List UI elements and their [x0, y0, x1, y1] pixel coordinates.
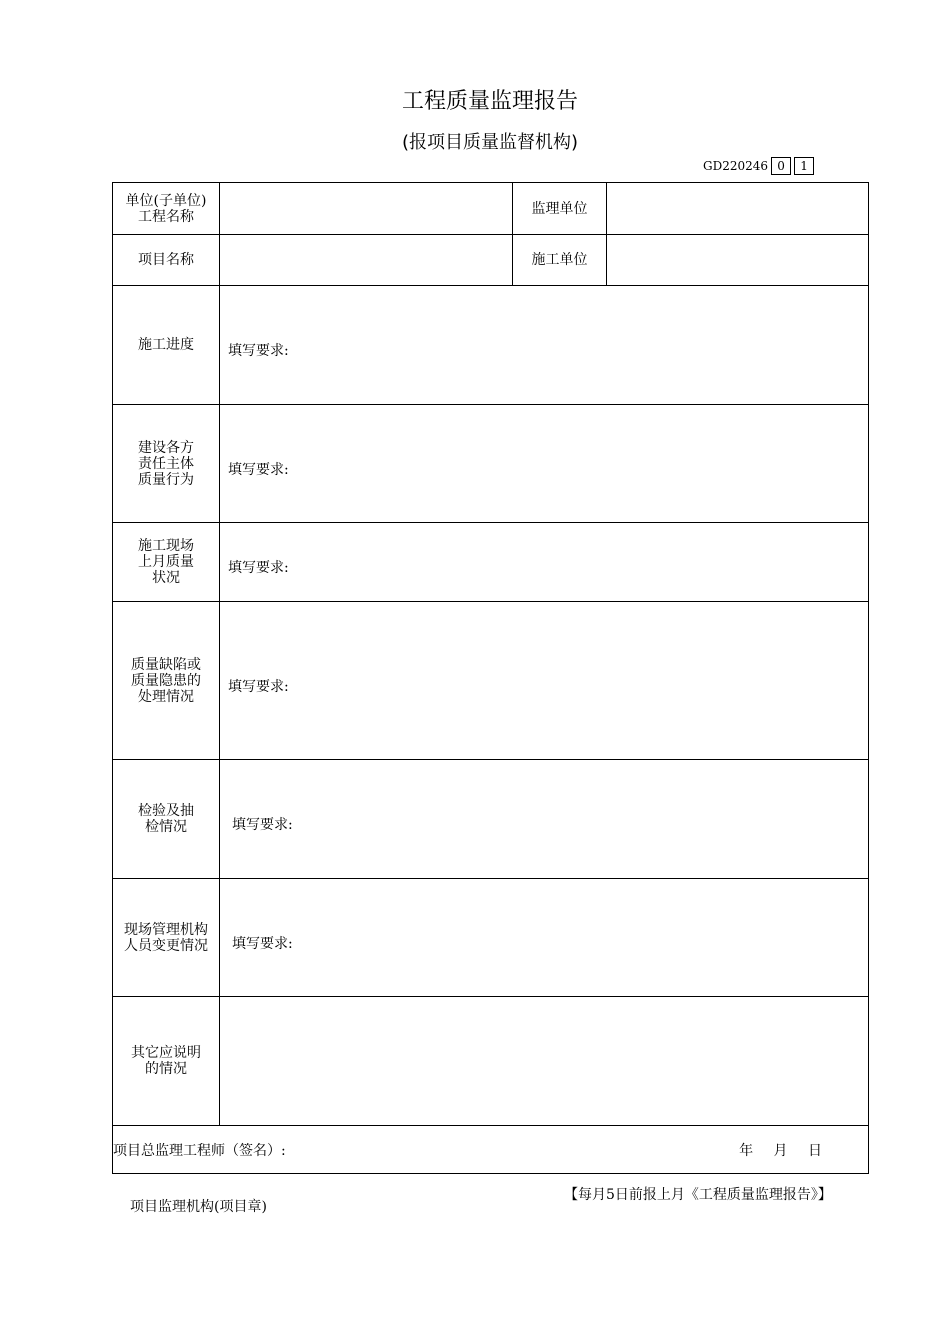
project-name-value[interactable]: [220, 235, 513, 286]
fill-requirement-text: 填写要求:: [228, 560, 289, 576]
form-row-parties: [113, 405, 869, 523]
form-code-box-2: 1: [794, 157, 814, 175]
staff-change-field[interactable]: [220, 879, 869, 997]
form-row-inspection: [113, 760, 869, 879]
progress-field[interactable]: [220, 286, 869, 405]
parties-label: 建设各方 责任主体 质量行为: [113, 405, 220, 523]
construction-unit-value[interactable]: [607, 235, 869, 286]
other-info-label: 其它应说明 的情况: [113, 997, 220, 1126]
form-row-site: [113, 523, 869, 602]
staff-change-label: 现场管理机构 人员变更情况: [113, 879, 220, 997]
inspection-label: 检验及抽 检情况: [113, 760, 220, 879]
report-form: [112, 182, 869, 1174]
inspection-field[interactable]: [220, 760, 869, 879]
unit-project-value[interactable]: [220, 183, 513, 235]
fill-requirement-text: 填写要求:: [228, 343, 289, 359]
form-row-signature: [113, 1126, 869, 1174]
supervision-unit-label: 监理单位: [513, 183, 607, 235]
parties-field[interactable]: [220, 405, 869, 523]
form-row-other: [113, 997, 869, 1126]
page-subtitle: (报项目质量监督机构): [401, 132, 579, 153]
project-stamp-label: 项目监理机构(项目章): [130, 1199, 267, 1215]
form-code: [703, 157, 814, 175]
submission-note: 【每月5日前报上月《工程质量监理报告》】: [564, 1187, 832, 1203]
supervision-unit-value[interactable]: [607, 183, 869, 235]
form-code-box-1: 0: [771, 157, 791, 175]
progress-label: 施工进度: [113, 286, 220, 405]
engineer-signature-label: 项目总监理工程师（签名）:: [113, 1142, 286, 1159]
site-quality-field[interactable]: [220, 523, 869, 602]
site-quality-label: 施工现场 上月质量 状况: [113, 523, 220, 602]
signature-date: [723, 1140, 822, 1160]
form-code-prefix: GD220246: [703, 159, 769, 173]
date-year: 年: [739, 1142, 754, 1159]
signature-cell[interactable]: [113, 1126, 869, 1174]
page-title: 工程质量监理报告: [401, 89, 578, 114]
date-day: 日: [808, 1142, 822, 1159]
construction-unit-label: 施工单位: [513, 235, 607, 286]
fill-requirement-text: 填写要求:: [232, 935, 293, 952]
project-name-label: 项目名称: [113, 235, 220, 286]
form-row-staff: [113, 879, 869, 997]
unit-project-label: 单位(子单位) 工程名称: [113, 183, 220, 235]
form-row-project: [113, 235, 869, 286]
form-row-defects: [113, 602, 869, 760]
form-row-unit: [113, 183, 869, 235]
fill-requirement-text: 填写要求:: [232, 817, 293, 833]
fill-requirement-text: 填写要求:: [228, 678, 289, 695]
date-month: 月: [773, 1142, 788, 1159]
defects-label: 质量缺陷或 质量隐患的 处理情况: [113, 602, 220, 760]
fill-requirement-text: 填写要求:: [228, 461, 289, 478]
form-row-progress: [113, 286, 869, 405]
defects-field[interactable]: [220, 602, 869, 760]
other-info-field[interactable]: [220, 997, 869, 1126]
